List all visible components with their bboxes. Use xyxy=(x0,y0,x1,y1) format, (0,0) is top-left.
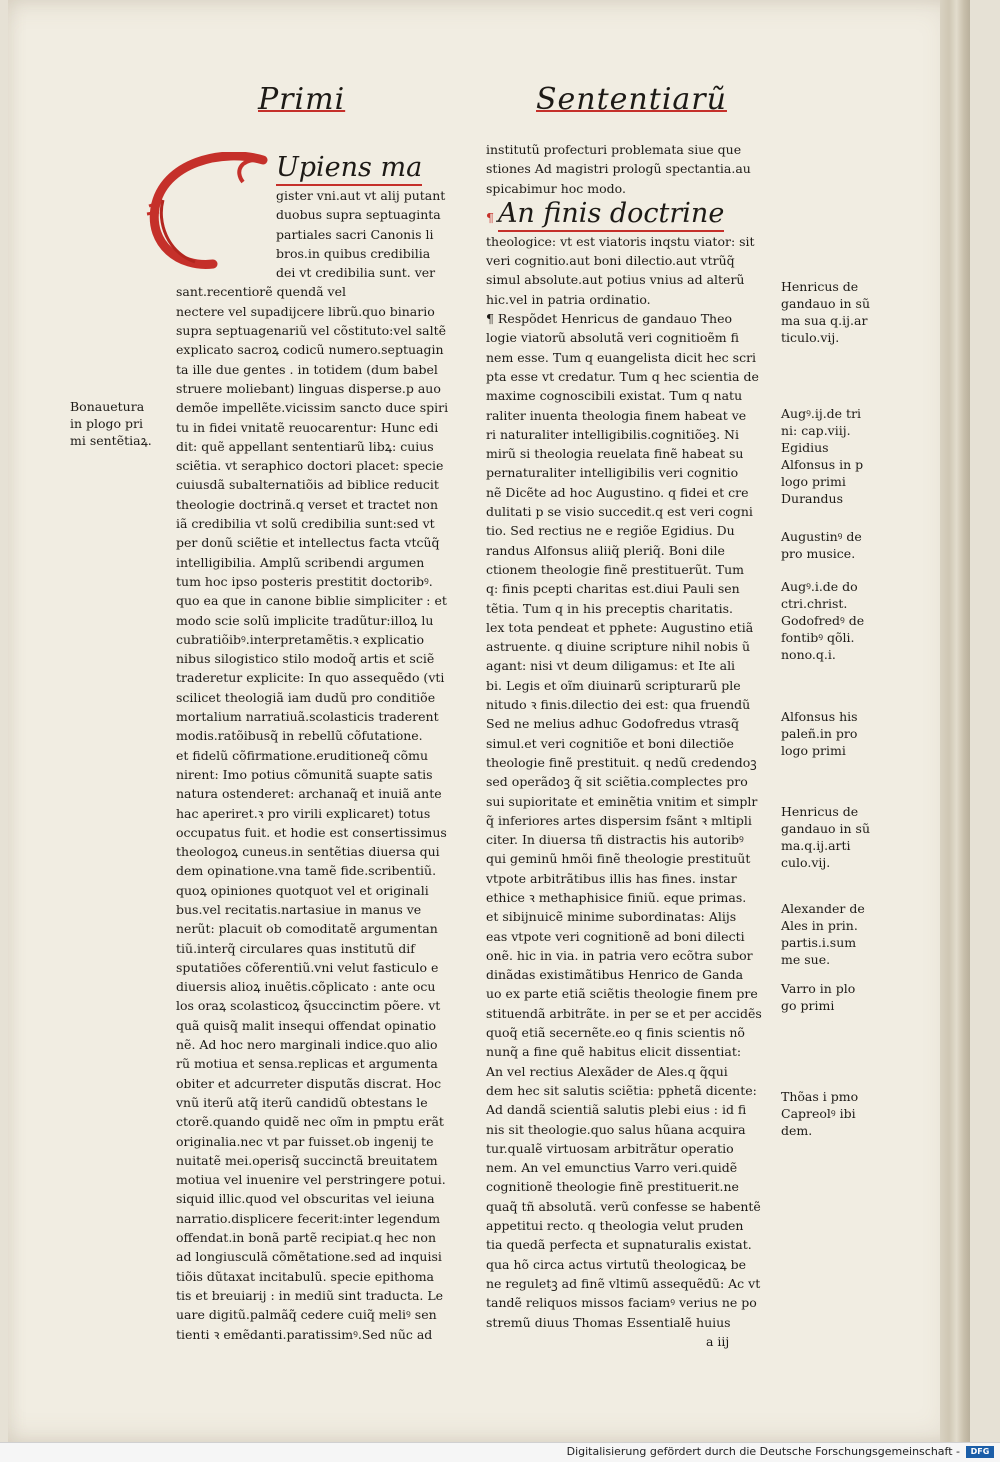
text-line: dulitati p se visio succedit.q est veri cogni xyxy=(486,504,753,520)
margin-note-line: Alexander de xyxy=(781,901,865,916)
text-line: dei vt credibilia sunt. ver xyxy=(276,265,436,281)
text-line: qua hõ circa actus virtutũ theologicaꝝ be xyxy=(486,1256,747,1272)
rubric-pilcrow-icon: ¶ xyxy=(486,209,494,225)
margin-note-line: logo primi xyxy=(781,743,846,758)
text-line: diuersis alioꝝ inuẽtis.cõplicato : ante ocu xyxy=(176,979,436,995)
margin-note-right xyxy=(781,803,870,871)
text-line: ctorẽ.quando quidẽ nec oĩm in pmptu erãt xyxy=(176,1114,444,1130)
margin-note-line: Bonauetura xyxy=(70,399,145,414)
margin-note-line: Alfonsus in p xyxy=(781,457,864,472)
text-line: nibus silogistico stilo modoq̃ artis et sciẽ xyxy=(176,651,435,667)
text-line: tẽtia. Tum q in his preceptis charitatis. xyxy=(486,600,734,616)
text-line: demõe impellẽte.vicissim sancto duce spiri xyxy=(176,400,449,416)
text-line: ¶ Respõdet Henricus de gandauo Theo xyxy=(486,311,733,327)
margin-note-line: Ales in prin. xyxy=(781,918,858,933)
text-line: tiõis dũtaxat incitabulũ. specie epithoma xyxy=(176,1268,435,1284)
margin-note-right xyxy=(781,1088,858,1139)
text-line: pta esse vt credatur. Tum q hec scientia de xyxy=(486,368,759,384)
text-line: nem. An vel emunctius Varro veri.quidẽ xyxy=(486,1160,738,1176)
text-line: bus.vel recitatis.nartasiue in manus ve xyxy=(176,901,422,917)
text-line: cubratiõibꝰ.interpretamẽtis.ꝛ explicatio xyxy=(176,631,425,647)
text-line: dinãdas existimãtibus Henrico de Ganda xyxy=(486,967,744,983)
right-text-lines xyxy=(486,232,776,1332)
text-line: dem opinatione.vna tamẽ fide.scribentiũ. xyxy=(176,863,437,879)
text-line: explicato sacroꝝ codicũ numero.septuagin xyxy=(176,342,444,358)
text-line: nunq̃ a fine quẽ habitus elicit dissentiat: xyxy=(486,1044,742,1060)
text-line: uare digitũ.palmãq̃ cedere cuiq̃ meliꝰ sen xyxy=(176,1307,437,1323)
margin-note-line: Varro in plo xyxy=(781,981,856,996)
text-line: lex tota pendeat et pphete: Augustino etiã xyxy=(486,619,754,635)
left-text-column xyxy=(176,152,466,1344)
text-line: traderetur explicite: In quo assequẽdo (vti xyxy=(176,670,445,686)
text-line: modis.ratõibusq̃ in rebellũ cõfutatione. xyxy=(176,728,423,744)
text-line: theologie doctrinã.q verset et tractet non xyxy=(176,496,438,512)
text-line: obiter et adcurreter disputãs discrat. Hoc xyxy=(176,1075,442,1091)
text-line: vtpote arbitrãtibus illis has fines. instar xyxy=(486,870,737,886)
text-line: quoꝝ opiniones quotquot vel et originali xyxy=(176,882,429,898)
margin-note-line: logo primi xyxy=(781,474,846,489)
margin-note-left xyxy=(70,398,152,449)
text-line: nis sit theologie.quo salus hũana acquira xyxy=(486,1121,746,1137)
text-line: et sibijnuicẽ minime subordinatas: Alijs xyxy=(486,909,737,925)
text-line: sciẽtia. vt seraphico doctori placet: specie xyxy=(176,458,444,474)
text-line: nem esse. Tum q euangelista dicit hec scri xyxy=(486,349,757,365)
left-heading: Upiens ma xyxy=(176,152,466,186)
text-line: Sed ne melius adhuc Godofredus vtrasq̃ xyxy=(486,716,739,732)
margin-note-line: partis.i.sum xyxy=(781,935,857,950)
running-title-right: Sententiarũ xyxy=(536,82,727,117)
text-line: tiũ.interq̃ circulares quas institutũ dif xyxy=(176,940,415,956)
text-line: dit: quẽ appellant sententiarũ libꝝ: cuius xyxy=(176,438,434,454)
text-line: stiones Ad magistri prologũ spectantia.au xyxy=(486,161,751,177)
text-line: stituendã arbitrãte. in per se et per accidẽs xyxy=(486,1005,762,1021)
text-line: veri cognitio.aut boni dilectio.aut vtrũq̃ xyxy=(486,253,735,269)
margin-note-line: gandauo in sũ xyxy=(781,821,870,836)
right-text-column xyxy=(486,140,776,1351)
book-page xyxy=(8,0,970,1442)
running-title-left: Primi xyxy=(258,82,346,117)
text-line: partiales sacri Canonis li xyxy=(276,226,434,242)
signature-mark: a iij xyxy=(706,1333,730,1349)
text-line: sui supioritate et eminẽtia vnitim et simplr xyxy=(486,793,758,809)
right-heading: ¶ An finis doctrine xyxy=(486,198,776,232)
text-line: astruente. q diuine scripture nihil nobis ũ xyxy=(486,639,751,655)
margin-note-right xyxy=(781,278,870,346)
text-line: nuitatẽ mei.operisq̃ succinctã breuitatem xyxy=(176,1152,438,1168)
text-line: theologoꝝ cuneus.in sentẽtias diuersa qui xyxy=(176,844,440,860)
text-line: tum hoc ipso posteris prestitit doctoribꝰ. xyxy=(176,573,433,589)
text-line: institutũ profecturi problemata siue que xyxy=(486,142,742,157)
margin-note-line: Egidius xyxy=(781,440,829,455)
digitization-footer xyxy=(0,1442,1000,1462)
text-line: theologice: vt est viatoris inqstu viator: sit xyxy=(486,233,755,249)
text-line: quo ea que in canone biblie simpliciter : et xyxy=(176,593,447,609)
text-line: ta ille due gentes . in totidem (dum babel xyxy=(176,361,438,377)
text-line: pernaturaliter intelligibilis veri cognitio xyxy=(486,465,739,481)
margin-note-line: dem. xyxy=(781,1123,813,1138)
margin-note-line: ni: cap.viij. xyxy=(781,423,851,438)
page-fore-edge xyxy=(940,0,970,1442)
text-line: stremũ diuus Thomas Essentialẽ huius xyxy=(486,1314,731,1330)
text-line: intelligibilia. Amplũ scribendi argumen xyxy=(176,554,425,570)
margin-note-right xyxy=(781,405,863,507)
text-line: gister vni.aut vt alij putant xyxy=(276,188,446,203)
text-line: los oraꝝ scolasticoꝝ q̃succinctim põere. vt xyxy=(176,998,441,1014)
margin-note-line: pro musice. xyxy=(781,546,856,561)
text-line: q̃ inferiores artes dispersim fsãnt ꝛ mltipli xyxy=(486,812,752,828)
text-line: rũ motiua et sensa.replicas et argumenta xyxy=(176,1056,438,1072)
text-line: logie viatorũ absolutã veri cognitioẽm fi xyxy=(486,330,739,346)
text-line: tu in fidei vnitatẽ reuocarentur: Hunc edi xyxy=(176,419,439,435)
text-line: q: finis pcepti charitas est.diui Pauli sen xyxy=(486,581,740,597)
margin-note-line: Thõas i pmo xyxy=(781,1089,859,1104)
text-line: modo scie solũ implicite tradũtur:illoꝝ lu xyxy=(176,612,434,628)
margin-note-line: Augꝰ.ij.de tri xyxy=(781,406,862,421)
margin-note-line: gandauo in sũ xyxy=(781,296,870,311)
margin-note-line: Durandus xyxy=(781,491,844,506)
margin-note-right xyxy=(781,708,858,759)
text-line: Ad dandã scientiã salutis plebi eius : id fi xyxy=(486,1102,747,1118)
text-line: tandẽ reliquos missos faciamꝰ verius ne po xyxy=(486,1295,757,1311)
text-line: agant: nisi vt deum diligamus: et Ite ali xyxy=(486,658,736,674)
text-line: tur.qualẽ virtuosam arbitrãtur operatio xyxy=(486,1140,734,1156)
margin-note-line: ticulo.vij. xyxy=(781,330,840,345)
text-line: nẽ. Ad hoc nero marginali indice.quo alio xyxy=(176,1037,438,1053)
dfg-logo: DFG xyxy=(966,1446,994,1458)
text-line: tio. Sed rectius ne e regiõe Egidius. Du xyxy=(486,523,735,539)
text-line: ethice ꝛ methaphisice finiũ. eque primas. xyxy=(486,889,747,905)
margin-note-line: go primi xyxy=(781,998,835,1013)
margin-note-line: Alfonsus his xyxy=(781,709,858,724)
text-line: raliter inuenta theologia finem habeat ve xyxy=(486,407,747,423)
right-intro-lines xyxy=(486,140,776,198)
margin-note-line: fontibꝰ qõli. xyxy=(781,630,855,645)
margin-note-right xyxy=(781,980,855,1014)
text-line: randus Alfonsus aliiq̃ pleriq̃. Boni dile xyxy=(486,542,725,558)
margin-note-line: Henricus de xyxy=(781,804,859,819)
text-line: sputatiões cõferentiũ.vni velut fasticulo e xyxy=(176,959,439,975)
text-line: citer. In diuersa tñ distractis his autoribꝰ xyxy=(486,832,744,848)
margin-note-line: mi sentẽtiaꝝ. xyxy=(70,433,152,448)
text-line: ctionem theologie finẽ prestituerũt. Tum xyxy=(486,561,744,577)
margin-note-line: Augustinꝰ de xyxy=(781,529,862,544)
text-line: dem hec sit salutis sciẽtia: pphetã dicente: xyxy=(486,1082,757,1098)
margin-note-line: ctri.christ. xyxy=(781,596,848,611)
text-line: maxime cognoscibili existat. Tum q natu xyxy=(486,388,743,404)
text-line: onẽ. hic in via. in patria vero ecõtra subor xyxy=(486,947,753,963)
text-line: ad longiusculã cõmẽtatione.sed ad inquisi xyxy=(176,1249,442,1265)
text-line: nectere vel supadijcere librũ.quo binario xyxy=(176,303,435,319)
margin-note-line: nono.q.i. xyxy=(781,647,836,662)
margin-note-line: Godofredꝰ de xyxy=(781,613,865,628)
margin-note-line: Augꝰ.i.de do xyxy=(781,579,858,594)
left-text-lines xyxy=(176,186,466,1344)
text-line: vnũ iterũ atq̃ iterũ candidũ obtestans le xyxy=(176,1094,428,1110)
text-line: sed operãdoꝫ q̃ sit sciẽtia.complectes pro xyxy=(486,774,748,790)
text-line: nirent: Imo potius cõmunitã suapte satis xyxy=(176,766,433,782)
text-line: duobus supra septuaginta xyxy=(276,207,441,223)
text-line: natura ostenderet: archanaq̃ et inuiã ante xyxy=(176,786,442,802)
text-line: struere moliebant) linguas disperse.p auo xyxy=(176,380,441,396)
text-line: simul absolute.aut potius vnius ad alterũ xyxy=(486,272,745,288)
text-line: siquid illic.quod vel obscuritas vel ieiuna xyxy=(176,1191,435,1207)
margin-note-line: culo.vij. xyxy=(781,855,831,870)
text-line: bros.in quibus credibilia xyxy=(276,245,431,261)
margin-note-line: ma sua q.ij.ar xyxy=(781,313,868,328)
margin-note-line: ma.q.ij.arti xyxy=(781,838,851,853)
text-line: sant.recentiorẽ quendã vel xyxy=(176,284,347,300)
text-line: per donũ sciẽtie et intellectus facta vtcũq̃ xyxy=(176,535,440,551)
text-line: scilicet theologiã iam dudũ pro conditiõe xyxy=(176,689,436,705)
text-line: simul.et veri cognitiõe et boni dilectiõe xyxy=(486,735,734,751)
text-line: spicabimur hoc modo. xyxy=(486,180,626,196)
margin-note-line: me sue. xyxy=(781,952,831,967)
text-line: narratio.displicere fecerit:inter legendum xyxy=(176,1210,441,1226)
text-line: hac aperiret.ꝛ pro virili explicaret) totus xyxy=(176,805,431,821)
margin-note-line: Henricus de xyxy=(781,279,859,294)
text-line: occupatus fuit. et hodie est consertissimus xyxy=(176,824,447,840)
text-line: supra septuagenariũ vel cõstituto:vel saltẽ xyxy=(176,323,447,339)
text-line: theologie finẽ prestituit. q nedũ credendoꝫ xyxy=(486,754,757,770)
text-line: mortalium narratiuã.scolasticis traderent xyxy=(176,709,439,725)
margin-note-line: paleñ.in pro xyxy=(781,726,858,741)
text-line: appetitui recto. q theologia velut pruden xyxy=(486,1218,744,1234)
text-line: An vel rectius Alexãder de Ales.q q̃qui xyxy=(486,1063,728,1079)
text-line: uo ex parte etiã sciẽtis theologie finem pre xyxy=(486,986,758,1002)
text-line: mirũ si theologia reuelata finẽ habeat su xyxy=(486,446,744,462)
text-line: iã credibilia vt solũ credibilia sunt:sed vt xyxy=(176,516,435,532)
text-line: originalia.nec vt par fuisset.ob ingenij te xyxy=(176,1133,434,1149)
text-line: eas vtpote veri cognitionẽ ad boni dilecti xyxy=(486,928,745,944)
text-line: ne reguletꝫ ad finẽ vltimũ assequẽdũ: Ac vt xyxy=(486,1275,761,1291)
text-line: quoq̃ etiã secernẽte.eo q finis scientis nõ xyxy=(486,1025,745,1041)
margin-note-right xyxy=(781,528,862,562)
text-line: bi. Legis et oĩm diuinarũ scripturarũ ple xyxy=(486,677,741,693)
text-line: qui geminũ hmõi finẽ theologie prestituũt xyxy=(486,851,751,867)
text-line: nẽ Dicẽte ad hoc Augustino. q fidei et cre xyxy=(486,484,749,500)
margin-note-right xyxy=(781,578,864,663)
text-line: nerũt: placuit ob comoditatẽ argumentan xyxy=(176,921,438,937)
text-line: nitudo ꝛ finis.dilectio dei est: qua fruendũ xyxy=(486,697,751,713)
text-line: quaq̃ tñ absolutã. verũ confesse se habentẽ xyxy=(486,1198,761,1214)
text-line: quã quisq̃ malit insequi offendat opinatio xyxy=(176,1017,436,1033)
text-line: motiua vel inuenire vel perstringere potui. xyxy=(176,1172,446,1188)
margin-note-line: Capreolꝰ ibi xyxy=(781,1106,856,1121)
text-line: et fidelũ cõfirmatione.eruditioneq̃ cõmu xyxy=(176,747,429,763)
text-line: tia quedã perfecta et supnaturalis existat. xyxy=(486,1237,752,1253)
text-line: tienti ꝛ emẽdanti.paratissimꝰ.Sed nũc ad xyxy=(176,1326,433,1342)
text-line: offendat.in bonã partẽ recipiat.q hec non xyxy=(176,1230,436,1246)
text-line: cuiusdã subalternatiõis ad biblice reducit xyxy=(176,477,439,493)
text-line: tis et breuiarij : in mediũ sint traducta. Le xyxy=(176,1287,444,1303)
text-line: cognitionẽ theologie finẽ prestituerit.ne xyxy=(486,1179,739,1195)
text-line: hic.vel in patria ordinatio. xyxy=(486,291,651,307)
margin-note-right xyxy=(781,900,865,968)
text-line: ri naturaliter intelligibilis.cognitiõeꝫ. Ni xyxy=(486,426,739,442)
footer-credit: Digitalisierung gefördert durch die Deutsche Forschungsgemeinschaft - xyxy=(566,1445,960,1458)
margin-note-line: in plogo pri xyxy=(70,416,144,431)
